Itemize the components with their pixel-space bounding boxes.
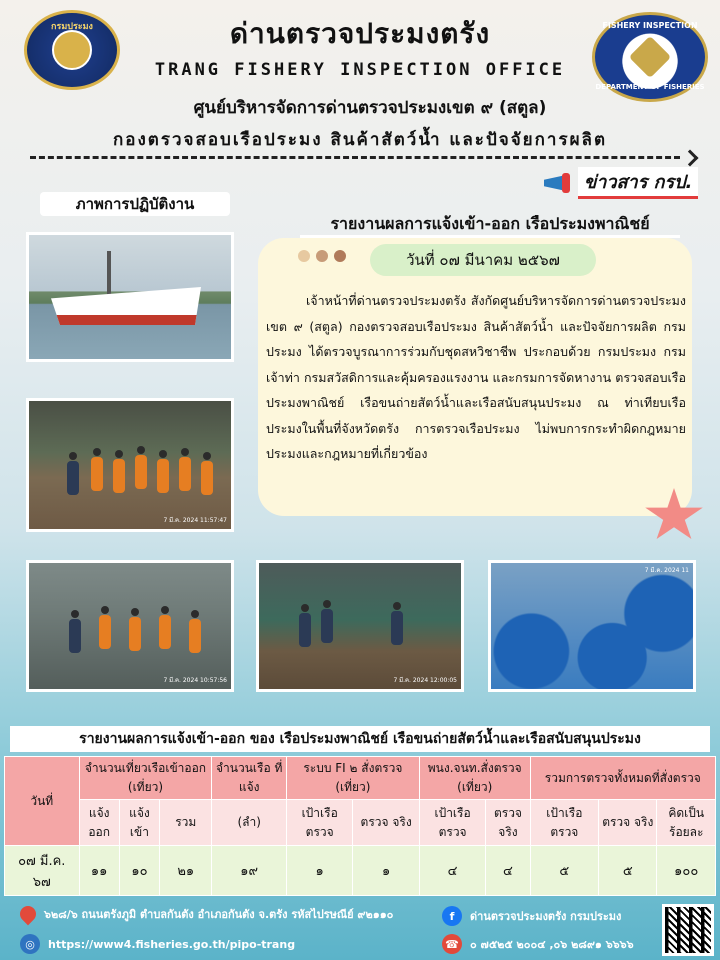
header-date: วันที่ <box>5 757 80 846</box>
subheader-sum: รวม <box>160 800 212 846</box>
cell-boats: ๑๙ <box>212 846 287 896</box>
report-table <box>4 756 716 896</box>
cell-total-actual: ๕ <box>599 846 657 896</box>
cell-date: ๐๗ มี.ค. ๖๗ <box>5 846 80 896</box>
section-label-report: รายงานผลการแจ้งเข้า-ออก เรือประมงพาณิชย์ <box>300 210 680 238</box>
eagle-icon <box>629 36 671 78</box>
subheader-pnch-target: เป้าเรือ ตรวจ <box>419 800 485 846</box>
subheader-in: แจ้ง เข้า <box>119 800 159 846</box>
cell-out: ๑๑ <box>79 846 119 896</box>
cell-total-target: ๕ <box>530 846 598 896</box>
photo-officers-documents <box>256 560 464 692</box>
phone-icon: ☎ <box>442 934 462 954</box>
footer-address <box>20 900 440 928</box>
facebook-icon: f <box>442 906 462 926</box>
photo-timestamp: 7 มี.ค. 2024 12:00:05 <box>393 677 457 684</box>
subheader-pnch-actual: ตรวจ จริง <box>486 800 530 846</box>
website-link[interactable]: https://www4.fisheries.go.th/pipo-trang <box>48 937 296 951</box>
photo-inspection-pier <box>26 560 234 692</box>
subheader-total-actual: ตรวจ จริง <box>599 800 657 846</box>
cell-fi2-actual: ๑ <box>353 846 419 896</box>
footer-website[interactable] <box>20 930 440 958</box>
cell-in: ๑๐ <box>119 846 159 896</box>
table-row <box>5 846 716 896</box>
header-fi2: ระบบ FI ๒ สั่งตรวจ (เที่ยว) <box>286 757 419 800</box>
header-trips: จำนวนเที่ยวเรือเข้าออก (เที่ยว) <box>79 757 212 800</box>
cell-pnch-target: ๔ <box>419 846 485 896</box>
photo-fishing-boat <box>26 232 234 362</box>
emblem-icon <box>52 30 92 70</box>
logo-left-text: กรมประมง <box>51 22 93 32</box>
address-text: ๖๒๘/๖ ถนนตรังภูมิ ตำบลกันตัง อำเภอกันตัง จ.ตรัง รหัสไปรษณีย์ ๙๒๑๑๐ <box>44 908 394 921</box>
photo-team-briefing <box>26 398 234 532</box>
fishery-inspection-logo <box>592 12 708 102</box>
subheader-unit: (ลำ) <box>212 800 287 846</box>
cell-pnch-actual: ๔ <box>486 846 530 896</box>
header-boats: จำนวนเรือ ที่แจ้ง <box>212 757 287 800</box>
qr-code[interactable] <box>662 904 714 956</box>
cell-percent: ๑๐๐ <box>657 846 716 896</box>
news-badge-label: ข่าวสาร กรป. <box>578 167 698 199</box>
department-of-fisheries-logo <box>24 10 120 90</box>
facebook-link[interactable]: ด่านตรวจประมงตรัง กรมประมง <box>470 910 622 923</box>
photo-timestamp: 7 มี.ค. 2024 11 <box>644 567 689 574</box>
footer-facebook[interactable] <box>442 904 662 928</box>
subheader-out: แจ้ง ออก <box>79 800 119 846</box>
page-title-thai: ด่านตรวจประมงตรัง <box>229 17 491 50</box>
location-pin-icon <box>17 903 40 926</box>
subtitle-center: ศูนย์บริหารจัดการด่านตรวจประมงเขต ๙ (สตูล) <box>193 98 547 118</box>
subtitle-division: กองตรวจสอบเรือประมง สินค้าสัตว์น้ำ และปัจจัยการผลิต <box>112 130 608 150</box>
report-date: วันที่ ๐๗ มีนาคม ๒๕๖๗ <box>370 244 596 276</box>
photo-timestamp: 7 มี.ค. 2024 10:57:56 <box>163 677 227 684</box>
header-total: รวมการตรวจทั้งหมดที่สั่งตรวจ <box>530 757 715 800</box>
photo-fish-tanks <box>488 560 696 692</box>
cell-fi2-target: ๑ <box>286 846 352 896</box>
megaphone-icon <box>540 169 574 197</box>
table-title: รายงานผลการแจ้งเข้า-ออก ของ เรือประมงพาณิชย์ เรือขนถ่ายสัตว์น้ำและเรือสนับสนุนประมง <box>10 726 710 752</box>
phone-text: ๐ ๗๕๒๕ ๒๐๐๔ ,๐๖ ๒๘๙๑ ๖๖๖๖ <box>470 938 634 951</box>
section-label-activities: ภาพการปฏิบัติงาน <box>40 192 230 216</box>
decorative-dots <box>298 250 346 262</box>
subheader-total-target: เป้าเรือ ตรวจ <box>530 800 598 846</box>
logo-right-top-text: FISHERY INSPECTION <box>602 21 698 30</box>
dashed-divider <box>30 156 680 159</box>
photo-timestamp: 7 มี.ค. 2024 11:57:47 <box>163 517 227 524</box>
subheader-fi2-actual: ตรวจ จริง <box>353 800 419 846</box>
cell-sum: ๒๑ <box>160 846 212 896</box>
globe-icon: ◎ <box>20 934 40 954</box>
subheader-fi2-target: เป้าเรือ ตรวจ <box>286 800 352 846</box>
logo-right-bottom-text: DEPARTMENT OF FISHERIES <box>595 83 705 91</box>
report-body: เจ้าหน้าที่ด่านตรวจประมงตรัง สังกัดศูนย์บริหารจัดการด่านตรวจประมง เขต ๙ (สตูล) กองตรวจสอบเรือประมง สินค้าสัตว์น้ำ และปัจจัยการผลิต กรมประมง ได้ตรวจบูรณาการร่วมกับชุดสหวิชาชีพ ประกอบด้วย กรมประมง กรมเจ้าท่า กรมสวัสดิการและคุ้มครองแรงงาน และกรมการจัดหางาน ตรวจสอบเรือประมงพาณิชย์ เรือขนถ่ายสัตว์น้ำและเรือสนับสนุนประมง ณ ท่าเทียบเรือประมงในพื้นที่จังหวัดตรัง การตรวจเรือประมง ไม่พบการกระทำผิดกฎหมายประมงและกฎหมายที่เกี่ยวข้อง <box>266 293 686 461</box>
news-badge <box>540 166 700 200</box>
subheader-percent: คิดเป็น ร้อยละ <box>657 800 716 846</box>
footer-phone <box>442 932 662 956</box>
page-title-english: TRANG FISHERY INSPECTION OFFICE <box>154 60 566 80</box>
header-pnch: พนง.จนท.สั่งตรวจ (เที่ยว) <box>419 757 530 800</box>
